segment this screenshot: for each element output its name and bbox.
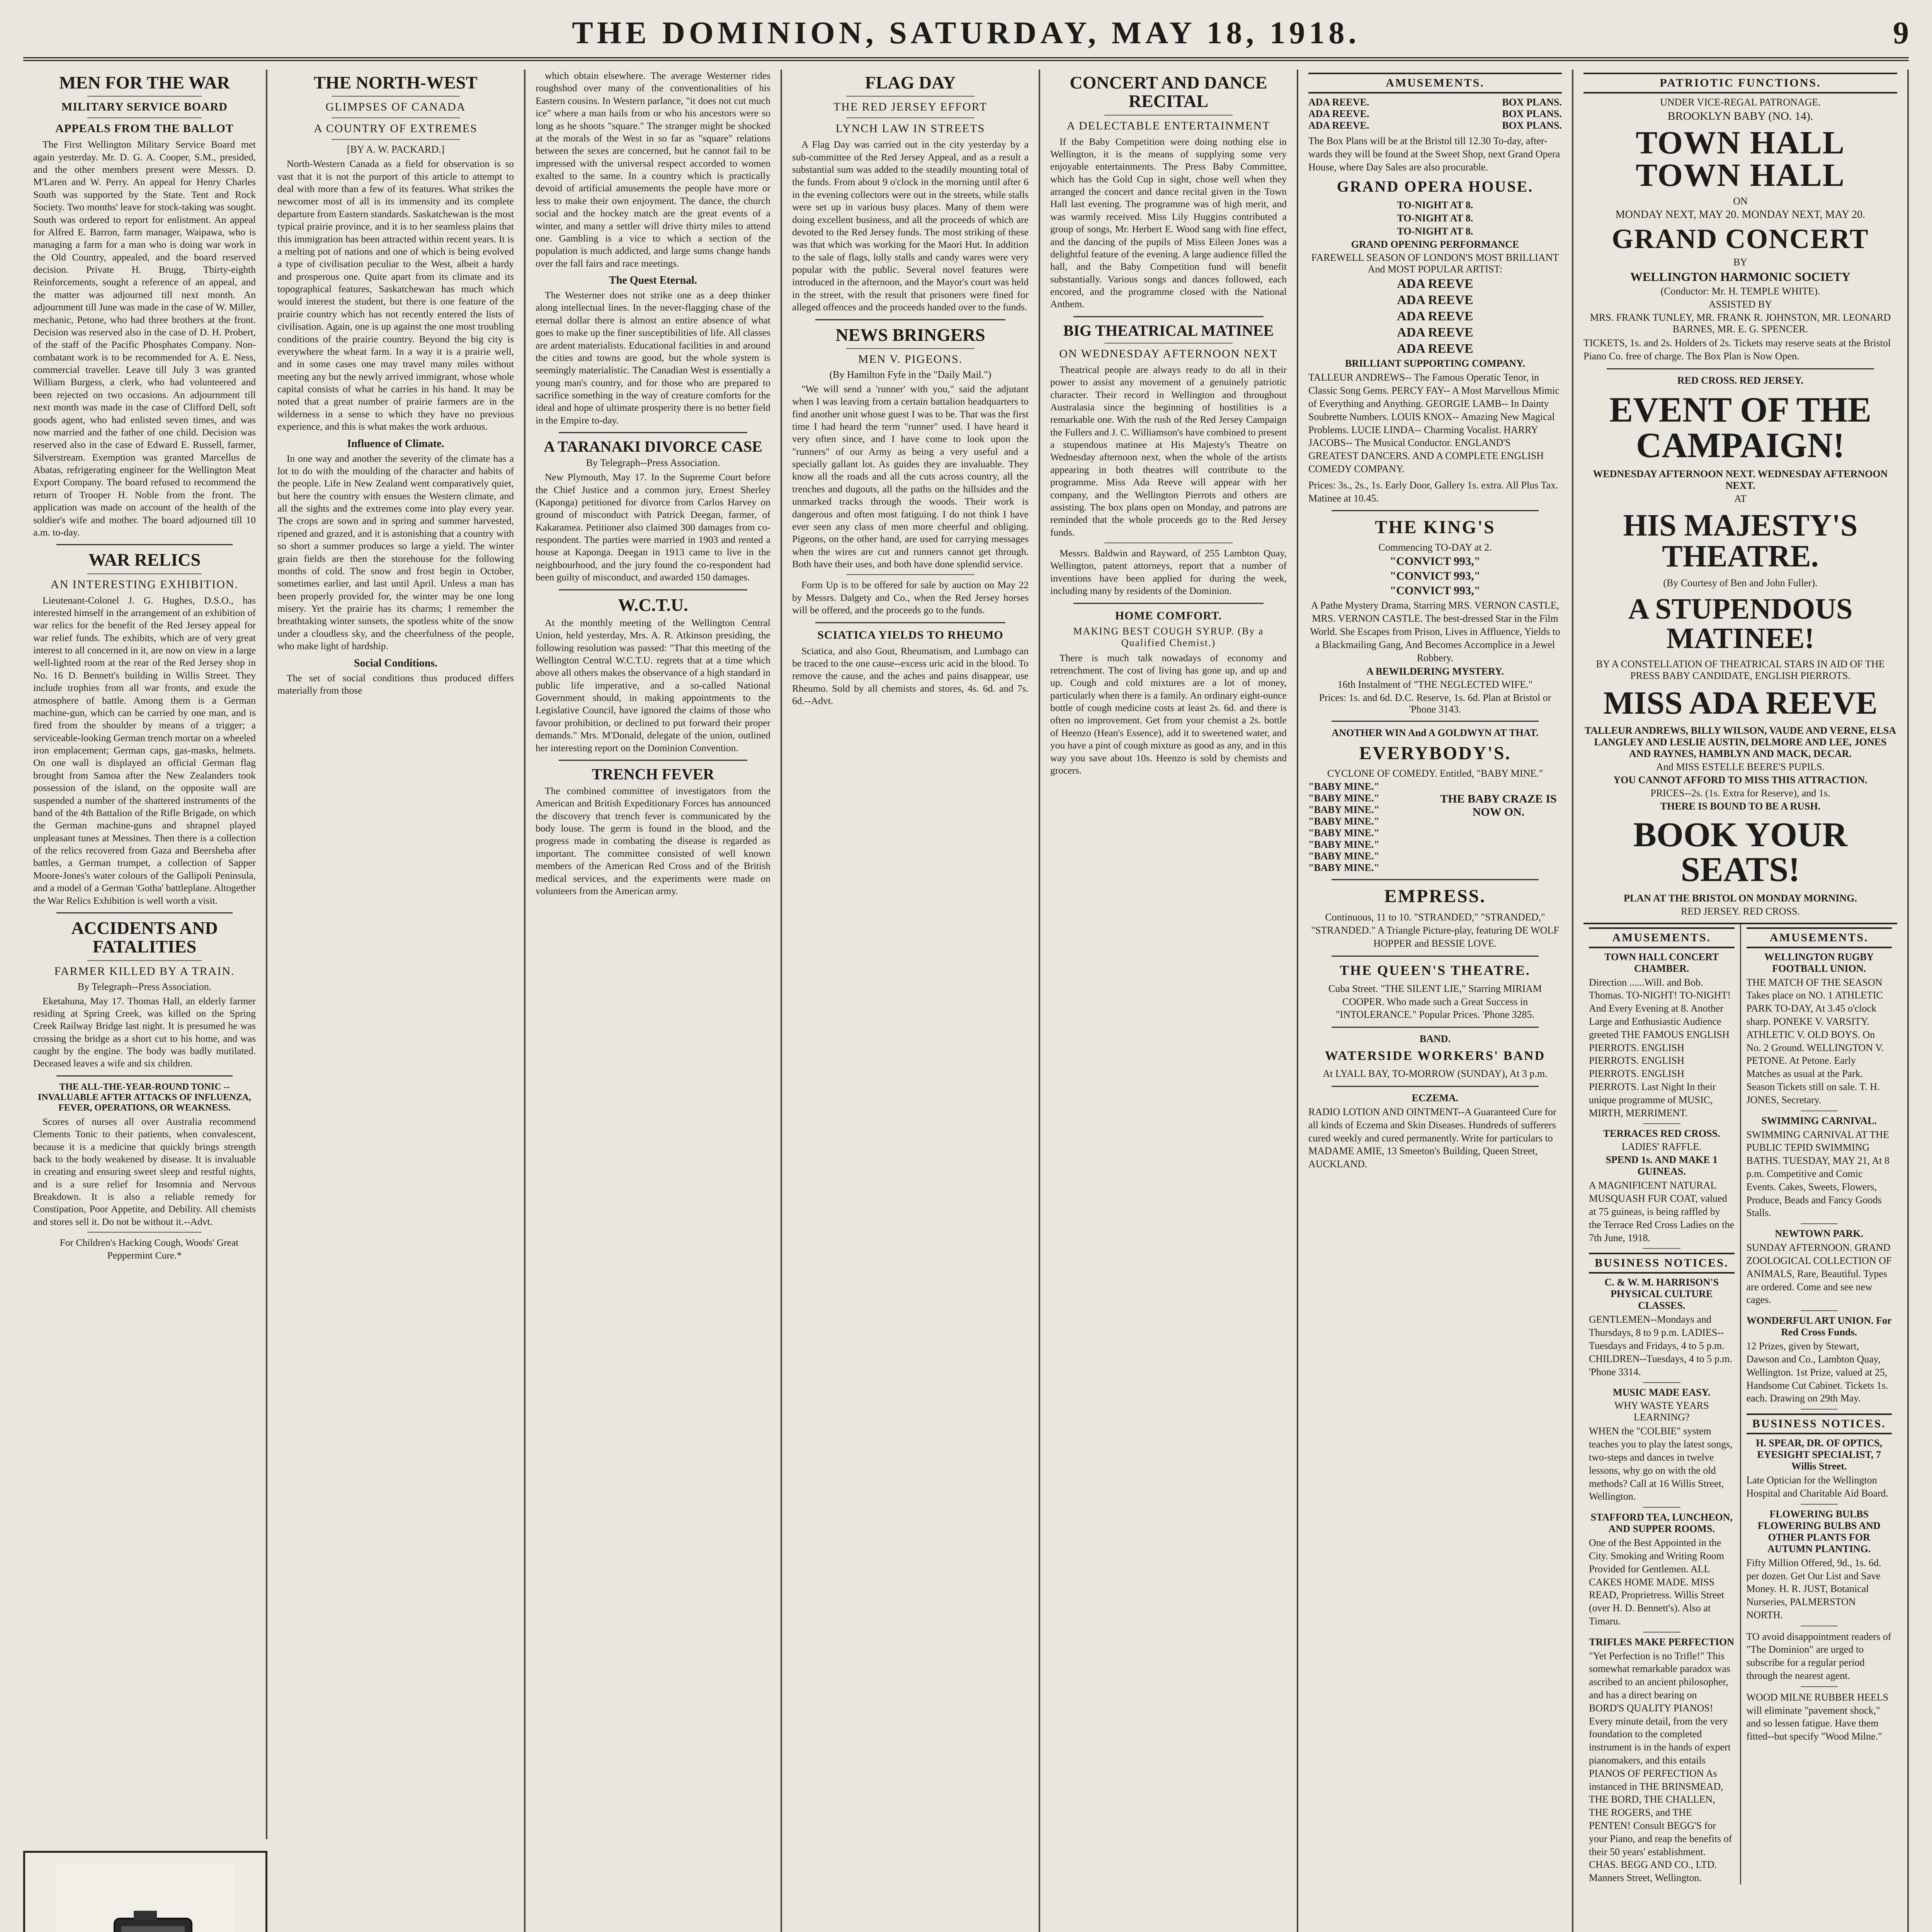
article-text: North-Western Canada as a field for observation is so vast that it is not the purport of this article to attempt to deal with more than a few of its features. What strikes the newcomer most of all is its immensity and its complete departure from Eastern standards. Saskatchewan is the most typical prairie province, and it is to her seamless plains that this immigration has been attracted within recent years. It is a melting pot of nations and one of which is being evolved a type of civilisation peculiar to the West, albeit a hardy and prosperous one. Quite apart from its climate and its topographical features, Saskatchewan has much which would interest the student, but there is one feature of the prairie country which has not recently entered the lists of civilisation. Again, one is up against the one most troubling conditions of the prairie country. Beyond the big city is everywhere the wheat farm. In a way it is a prairie well, and in some cases one may travel many miles without meeting any but the newly arrived immigrant, whose whole capital consists of what he carries in his hand. It may be noted that a great number of prairie farmers are in the wilderness in a sense to which they have no previous experience, and this is what makes the work arduous. — [277, 158, 514, 432]
box-plans-line: BOX PLANS. — [1502, 108, 1562, 119]
wctu-headline: W.C.T.U. — [618, 595, 688, 615]
men-for-the-war-headline: MEN FOR THE WAR — [59, 73, 230, 92]
divider — [559, 760, 747, 761]
military-service-subhead: MILITARY SERVICE BOARD — [61, 100, 228, 114]
convict-line: "CONVICT 993," — [1389, 584, 1481, 597]
divider — [1073, 316, 1264, 317]
supporting-company: BRILLIANT SUPPORTING COMPANY. — [1345, 358, 1525, 369]
wednesday-afternoon: WEDNESDAY AFTERNOON NEXT. WEDNESDAY AFTERNOON NEXT. — [1593, 468, 1888, 491]
convict-line: "CONVICT 993," — [1389, 570, 1481, 583]
article-text: In one way and another the severity of the climate has a lot to do with the moulding of the character and habits of the people. Life in New Zealand went comparatively quiet, but here the country with ensues the Western climate, and all the sights and the extremes come into play every year. The crops are sown and in spring and summer harvested, ripened and grazed, and it is astonishing that a country with so short a summer produces so large a yield. The winter grain fields are then the storehouse for the following months of cold. The snow and frost begin in October, sometimes earlier, and last until April. Unless a man has been properly provided for, the winter may be one long misery. Yet the prairie has its charms; I remember the breathtaking winter sunsets, the spotless white of the snow under a cloudless sky, and the cheerfulness of the people, who make light of hardship. — [277, 452, 514, 652]
baby-mine-line: "BABY MINE." — [1308, 850, 1379, 862]
grand-opera-house: GRAND OPERA HOUSE. — [1337, 178, 1534, 196]
baby-mine-line: "BABY MINE." — [1308, 781, 1379, 793]
divider — [332, 117, 460, 118]
article-text: Form Up is to be offered for sale by auction on May 22 by Messrs. Dalgety and Co., when the Red Jersey horses will be offered, and the proceeds go to the funds. — [792, 579, 1029, 616]
pierrots-text: Direction ......Will. and Bob. Thomas. TO-NIGHT! TO-NIGHT! And Every Evening at 8. Another Large and Enthusiastic Audience greeted THE FAMOUS ENGLISH PIERROTS. ENGLISH PIERROTS. ENGLISH PIERROTS. ENGLISH PIERROTS. Last Night In their unique programme of MUSIC, MIRTH, MERRIMENT. — [1589, 976, 1731, 1119]
ada-reeve-name: ADA REEVE — [1397, 325, 1473, 340]
concert-headline: CONCERT AND DANCE RECITAL — [1070, 73, 1267, 111]
ada-reeve-line: ADA REEVE. — [1308, 108, 1369, 119]
divider — [1104, 343, 1233, 344]
column-4 — [782, 70, 1040, 1932]
eczema-header: ECZEMA. — [1412, 1092, 1459, 1104]
byline: [BY A. W. PACKARD.] — [347, 144, 445, 155]
swimming-carnival: SWIMMING CARNIVAL. — [1761, 1115, 1877, 1126]
footer-redjersey: RED JERSEY. RED CROSS. — [1681, 905, 1800, 917]
swimming-text: SWIMMING CARNIVAL AT THE PUBLIC TEPID SWIMMING BATHS. TUESDAY, MAY 21, At 8 p.m. Competitive and Comic Events. Cakes, Sweets, Flowers, Produce, Beads and Fancy Goods Stalls. — [1746, 1129, 1889, 1219]
baby-mine-line: "BABY MINE." — [1308, 793, 1379, 804]
tonight-line: TO-NIGHT AT 8. — [1397, 213, 1473, 224]
divider — [1073, 603, 1264, 604]
ada-reeve-name: ADA REEVE — [1397, 277, 1473, 291]
byline: (By Hamilton Fyfe in the "Daily Mail.") — [829, 369, 992, 380]
divider — [1332, 721, 1539, 722]
box-plans-line: BOX PLANS. — [1502, 120, 1562, 131]
box-plans-line: BOX PLANS. — [1502, 97, 1562, 108]
byline: By Telegraph--Press Association. — [586, 457, 720, 469]
lynch-law-subhead: LYNCH LAW IN STREETS — [835, 122, 985, 135]
harrison-text: GENTLEMEN--Mondays and Thursdays, 8 to 9 p.m. LADIES--Tuesdays and Fridays, 4 to 5 p.m. CHILDREN--Tuesdays, 4 to 5 p.m. 'Phone 3314. — [1589, 1314, 1732, 1378]
delectable-subhead: A DELECTABLE ENTERTAINMENT — [1066, 119, 1270, 132]
farmer-killed-subhead: FARMER KILLED BY A TRAIN. — [54, 964, 235, 978]
ada-reeve-name: ADA REEVE — [1397, 309, 1473, 324]
empress-title: EMPRESS. — [1384, 886, 1486, 907]
kings-text: A Pathe Mystery Drama, Starring MRS. VERNON CASTLE, MRS. VERNON CASTLE. The best-dressed Star in the Film World. She Escapes from Prison, Lives in Affluence, Yields to a Blackmailing Gang, And Becomes Accomplice in a Jewel Robbery. — [1310, 600, 1560, 663]
divider — [332, 96, 460, 97]
town-hall-title: TOWN HALL TOWN HALL — [1636, 125, 1845, 193]
news-bringers-headline: NEWS BRINGERS — [835, 325, 985, 345]
matinee-prices: PRICES--2s. (1s. Extra for Reserve), and 1s. — [1650, 787, 1830, 799]
north-west-headline: THE NORTH-WEST — [314, 73, 478, 92]
baby-mine-line: "BABY MINE." — [1308, 816, 1379, 827]
wood-milne-ad: WOOD MILNE RUBBER HEELS will eliminate "pavement shock," and so lessen fatigue. Have them fitted--but specify "Wood Milne." — [1746, 1691, 1889, 1742]
divider — [1332, 510, 1539, 511]
kings-prices: Prices: 1s. and 6d. D.C. Reserve, 1s. 6d. Plan at Bristol or 'Phone 3143. — [1319, 692, 1551, 715]
canada-subhead: GLIMPSES OF CANADA — [325, 100, 466, 114]
concert-tickets: TICKETS, 1s. and 2s. Holders of 2s. Tickets may reserve seats at the Bristol Piano Co. free of charge. The Box Plan is Now Open. — [1583, 337, 1891, 362]
appeals-section: APPEALS FROM THE BALLOT — [55, 122, 234, 135]
ada-reeve-line: ADA REEVE. — [1308, 120, 1369, 131]
red-jersey-subhead: THE RED JERSEY EFFORT — [833, 100, 988, 114]
article-text: Theatrical people are always ready to do all in their power to assist any movement of a genuinely patriotic character. Their record in Wellington and throughout Australasia since the beginning of hostilities is a remarkable one. With the rush of the Red Jersey Campaign the Fullers and J. C. Williamson's have combined to present a stupendous matinee at His Majesty's Theatre on Wednesday afternoon next, when the whole of the artists appearing in both theatres will contribute to the programme. Miss Ada Reeve will appear with her company, and the Wellington Pierrots and others are assisting. The box plans open on Monday, and patrons are reminded that the whole proceeds go to the Red Jersey funds. — [1050, 364, 1287, 538]
spear-optics: H. SPEAR, DR. OF OPTICS, EYESIGHT SPECIALIST, 7 Willis Street. — [1756, 1437, 1883, 1472]
tonic-ad-text: Scores of nurses all over Australia recommend Clements Tonic to their patients, when convalescent, because it is a medicine that quickly brings strength back to the body weakened by disease. It is invaluable in creating and ensuring sweet sleep and restful nights, and is a sure relief for Insomnia and Nervous Breakdown. It is also a reliable remedy for Constipation, Poor Appetite, and Debility. All chemists and stores sell it. Do not be without it.--Advt. — [33, 1116, 256, 1227]
home-comfort-headline: HOME COMFORT. — [1115, 609, 1222, 622]
article-text: There is much talk nowadays of economy and retrenchment. The cost of living has gone up, and up and up. Cough and cold mixtures are a lot of money, particularly when there is a family. An ordinary eight-ounce bottle of cough medicine costs at least 2s. 6d. and there is often no improvement. Get from your chemist a 2s. bottle of Heenzo (Hean's Essence), add it to sweetened water, and you have a pint of cough mixture as good as any, and in this way you save about 10s. Heenzo is sold by chemists and grocers. — [1050, 652, 1287, 776]
article-text: New Plymouth, May 17. In the Supreme Court before the Chief Justice and a common jury, Ernest Sherley (Kaponga) petitioned for divorce from Carlos Harvey on ground of misconduct with Patrick Deegan, farmer, of Kakaramea. Petitioner also claimed 300 damages from co-respondent. The parties were married in 1903 and rented a house at Kaponga. Deegan in 1913 came to live in the neighbourhood, and the jury found the co-respondent had been guilty of misconduct, and awarded 150 damages. — [536, 471, 770, 583]
rugby-union: WELLINGTON RUGBY FOOTBALL UNION. — [1764, 951, 1874, 974]
fur-coat-raffle: A MAGNIFICENT NATURAL MUSQUASH FUR COAT, valued at 75 guineas, is being raffled by the Terrace Red Cross Ladies on the 7th June, 1918. — [1589, 1180, 1735, 1243]
kings-commencing: Commencing TO-DAY at 2. — [1378, 542, 1492, 553]
divider — [1332, 1027, 1539, 1028]
amusements-header: AMUSEMENTS. — [1308, 73, 1562, 94]
terraces-red-cross: TERRACES RED CROSS. — [1603, 1128, 1720, 1139]
divider — [559, 589, 747, 590]
accidents-headline: ACCIDENTS AND FATALITIES — [71, 918, 218, 957]
town-hall-chamber: TOWN HALL CONCERT CHAMBER. — [1604, 951, 1719, 974]
divider — [87, 960, 202, 961]
extremes-subhead: A COUNTRY OF EXTREMES — [314, 122, 478, 135]
divider — [815, 622, 1005, 623]
performer-names: MRS. FRANK TUNLEY, MR. FRANK R. JOHNSTON, MR. LEONARD BARNES, MR. E. G. SPENCER. — [1590, 312, 1891, 335]
baby-mine-line: "BABY MINE." — [1308, 804, 1379, 816]
article-text: A Flag Day was carried out in the city yesterday by a sub-committee of the Red Jersey Appeal, and as a result a substantial sum was added to the steadily mounting total of the funds. From about 9 o'clock in the morning until after 6 in the evening collectors were out in the streets, while stalls were set up in various busy places. Many of them were doing excellent business, and all the proceeds of which are devoted to the Red Jersey funds. The most striking of these was that which was working for the Maori Hut. In addition to the sale of flags, lolly stalls and candy wares were very popular with the public. Several novel features were introduced in the afternoon, and the Mayor's court was held in the street, with the result that prisoners were fined for alleged offences and the proceeds handed over to the funds. — [792, 139, 1029, 313]
divider — [1801, 1504, 1838, 1505]
cannot-afford: YOU CANNOT AFFORD TO MISS THIS ATTRACTION. — [1613, 774, 1867, 786]
matinee-stars: TALLEUR ANDREWS, BILLY WILSON, VAUDE AND VERNE, ELSA LANGLEY AND LESLIE AUSTIN, DELMORE AND LEE, JONES AND RAYNES, HAMBLYN AND MACK, DECAR. — [1584, 724, 1896, 759]
stafford-rooms: STAFFORD TEA, LUNCHEON, AND SUPPER ROOMS. — [1590, 1512, 1733, 1535]
divider — [846, 348, 975, 349]
masthead — [23, 11, 1909, 61]
divider — [1801, 1409, 1838, 1410]
divider — [1643, 1123, 1680, 1124]
divider — [56, 544, 233, 545]
ada-reeve-name: ADA REEVE — [1397, 293, 1473, 308]
bound-rush: THERE IS BOUND TO BE A RUSH. — [1660, 800, 1821, 812]
assisted-by: ASSISTED BY — [1709, 299, 1772, 310]
queens-title: THE QUEEN'S THEATRE. — [1340, 962, 1531, 978]
trifles-text: "Yet Perfection is no Trifle!" This somewhat remarkable paradox was ascribed to an ancient philosopher, and has a direct bearing on BORD'S QUALITY PIANOS! Every minute detail, from the very foundation to the completed instrument is in the hands of expert pianomakers, and this entails PIANOS OF PERFECTION As instanced in THE BRINSMEAD, THE BORD, THE CHALLEN, THE ROGERS, and THE PENTEN! Consult BEGG'S for your Piano, and reap the benefits of their 50 years' establishment. CHAS. BEGG AND CO., LTD. Manners Street, Wellington. — [1589, 1650, 1732, 1884]
ada-reeve-line: ADA REEVE. — [1308, 97, 1369, 108]
farewell-season: FAREWELL SEASON OF LONDON'S MOST BRILLIANT And MOST POPULAR ARTIST: — [1311, 252, 1559, 275]
article-text: The Westerner does not strike one as a deep thinker along intellectual lines. In the never-flagging chase of the eternal dollar there is almost an entire absence of what goes to make up the finer susceptibilities of life. All classes are ardent materialists. Educational facilities in and around the cities and towns are good, but the whole system is seemingly materialistic. The Canadian West is essentially a young man's country, and for those who are prepared to sacrifice something in the way of creature comforts for the ideal and hope of ultimate prosperity there is no better field in the Empire to-day. — [536, 289, 770, 426]
article-text: Sciatica, and also Gout, Rheumatism, and Lumbago can be traced to the one cause--excess uric acid in the blood. To remove the cause, and the aches and pains disappear, use Rheumo. Sold by all chemists and stores, 4s. 6d. and 7s. 6d.--Advt. — [792, 645, 1029, 707]
box-plans-text: The Box Plans will be at the Bristol till 12.30 To-day, after-wards they will be found at the Sweet Shop, next Grand Opera House, where Day Sales are also procurable. — [1308, 135, 1560, 173]
another-win: ANOTHER WIN And A GOLDWYN AT THAT. — [1332, 727, 1539, 739]
column-5 — [1040, 70, 1298, 1932]
divider — [87, 573, 202, 574]
divider — [1332, 1086, 1539, 1087]
ladies-raffle: LADIES' RAFFLE. — [1621, 1141, 1702, 1153]
article-text: At the monthly meeting of the Wellington Central Union, held yesterday, Mrs. A. R. Atkinson presiding, the following resolution was passed: "That this meeting of the Wellington Central W.C.T.U. regrets that at a time which above all others makes the observance of a high standard in public life imperative, and a so-called National Government should, in making appointments to the Legislative Council, have ignored the claims of those who favour prohibition, or declined to put forward their proper demands." Mrs. M'Donald, delegate of the union, outlined her interesting report on the Dominion Convention. — [536, 617, 770, 753]
patronage: UNDER VICE-REGAL PATRONAGE. — [1660, 97, 1821, 108]
article-text: Messrs. Baldwin and Rayward, of 255 Lambton Quay, Wellington, patent attorneys, report that a number of inventions have been applied for during the week, including many by residents of the Dominion. — [1050, 548, 1287, 597]
band-header: BAND. — [1419, 1033, 1451, 1045]
prices: Prices: 3s., 2s., 1s. Early Door, Gallery 1s. extra. All Plus Tax. Matinee at 10.45. — [1308, 479, 1558, 504]
trifles-perfection: TRIFLES MAKE PERFECTION — [1589, 1636, 1735, 1648]
divider — [1801, 1686, 1838, 1687]
bewildering: A BEWILDERING MYSTERY. — [1366, 666, 1504, 677]
waterside-band: WATERSIDE WORKERS' BAND — [1325, 1049, 1546, 1063]
opening-performance: GRAND OPENING PERFORMANCE — [1351, 239, 1519, 250]
trench-fever-headline: TRENCH FEVER — [592, 765, 714, 783]
exhibition-subhead: AN INTERESTING EXHIBITION. — [50, 578, 239, 591]
why-waste-years: WHY WASTE YEARS LEARNING? — [1614, 1400, 1709, 1423]
war-relics-headline: WAR RELICS — [88, 550, 201, 570]
divider — [1801, 1223, 1838, 1224]
on-label: ON — [1733, 196, 1748, 207]
business-notices-header-2: BUSINESS NOTICES. — [1747, 1413, 1892, 1434]
divider — [1332, 879, 1539, 880]
section-subhead: Social Conditions. — [354, 657, 438, 669]
column-7-patriotic — [1573, 70, 1909, 1932]
neglected-wife: 16th Instalment of "THE NEGLECTED WIFE." — [1337, 679, 1533, 690]
wednesday-subhead: ON WEDNESDAY AFTERNOON NEXT — [1059, 347, 1278, 360]
rugby-text: THE MATCH OF THE SEASON Takes place on NO. 1 ATHLETIC PARK TO-DAY, At 3.45 o'clock sharp. PONEKE V. VARSITY. ATHLETIC V. OLD BOYS. On No. 2 Ground. WELLINGTON V. PETONE. At Petone. Early Matches as usual at the Park. Season Tickets still on sale. T. H. JONES, Secretary. — [1746, 976, 1884, 1105]
divider — [1643, 1248, 1680, 1249]
divider — [1801, 1310, 1838, 1311]
queens-text: Cuba Street. "THE SILENT LIE," Starring MIRIAM COOPER. Who made such a Great Success in "INTOLERANCE." Popular Prices. 'Phone 3285. — [1328, 983, 1542, 1020]
concert-dates: MONDAY NEXT, MAY 20. MONDAY NEXT, MAY 20. — [1615, 209, 1866, 221]
his-majestys-theatre: HIS MAJESTY'S THEATRE. — [1623, 508, 1858, 573]
divider — [846, 117, 975, 118]
divider — [56, 912, 233, 913]
divider — [559, 432, 747, 433]
divider — [87, 117, 202, 118]
divorce-headline: A TARANAKI DIVORCE CASE — [544, 438, 762, 456]
sciatica-headline: SCIATICA YIELDS TO RHEUMO — [817, 628, 1003, 641]
by-label: BY — [1733, 257, 1748, 268]
divider — [332, 139, 460, 140]
harrison-classes: C. & W. M. HARRISON'S PHYSICAL CULTURE CLASSES. — [1604, 1277, 1719, 1311]
article-text: "We will send a 'runner' with you," said the adjutant when I was leaving from a certain battalion headquarters to find another unit whose guest I was to be. That was the first time I had heard the term "runner" used. I have heard it very often since, and I have come to look upon the "runners" of our Army as being a very useful and a specially gallant lot. As guides they are invaluable. They know all the roads and all the cuts across country, all the trenches and dugouts, all the paths on the hillsides and the unmarked tracks through the woods. Their work is dangerous and often most fatiguing. I do not think I have ever seen any class of men more cheerful and obliging. Pigeons, on the other hand, are used for carrying messages when the wires are cut and runners cannot get through. Both have their uses, and both have done splendid service. — [792, 383, 1029, 570]
divider — [1607, 368, 1874, 369]
divider — [1643, 1507, 1680, 1508]
book-your-seats: BOOK YOUR SEATS! — [1633, 815, 1848, 889]
column-1 — [23, 70, 267, 1839]
business-notices-header: BUSINESS NOTICES. — [1589, 1253, 1735, 1274]
colbie-text: WHEN the "COLBIE" system teaches you to play the latest songs, two-steps and dances in twelve lessons, why go on with the old methods? Call at 16 Willis Street, Wellington. — [1589, 1425, 1733, 1502]
convict-line: "CONVICT 993," — [1389, 555, 1481, 568]
harmonic-society: WELLINGTON HARMONIC SOCIETY — [1630, 270, 1851, 284]
tonight-line: TO-NIGHT AT 8. — [1397, 199, 1473, 211]
grand-concert-title: GRAND CONCERT — [1612, 223, 1869, 254]
flag-day-headline: FLAG DAY — [865, 73, 956, 92]
divider — [1104, 115, 1233, 116]
divider — [87, 96, 202, 97]
cough-syrup-subhead: MAKING BEST COUGH SYRUP. (By a Qualified Chemist.) — [1073, 625, 1264, 648]
column-6-amusements — [1298, 70, 1573, 1932]
baby-craze: THE BABY CRAZE IS NOW ON. — [1440, 793, 1557, 819]
music-made-easy: MUSIC MADE EASY. — [1612, 1387, 1711, 1398]
divider — [815, 319, 1005, 320]
event-of-campaign: EVENT OF THE CAMPAIGN! — [1609, 389, 1872, 465]
divider — [846, 96, 975, 97]
spear-text: Late Optician for the Wellington Hospital and Charitable Aid Board. — [1746, 1475, 1889, 1499]
pigeons-subhead: MEN V. PIGEONS. — [858, 352, 963, 366]
brooklyn-baby: BROOKLYN BABY (NO. 14). — [1667, 110, 1813, 122]
amusements-header: AMUSEMENTS. — [1589, 927, 1735, 948]
column-3 — [526, 70, 782, 1932]
cyclone-of-comedy: CYCLONE OF COMEDY. Entitled, "BABY MINE." — [1327, 768, 1543, 779]
baby-mine-line: "BABY MINE." — [1308, 827, 1379, 839]
kings-theatre-title: THE KING'S — [1375, 517, 1495, 538]
amusements-header-2: AMUSEMENTS. — [1747, 927, 1892, 948]
bristol-plan: PLAN AT THE BRISTOL ON MONDAY MORNING. — [1624, 892, 1857, 904]
hand-holding-camera-illustration — [56, 1864, 234, 1932]
article-text: which obtain elsewhere. The average Westerner rides roughshod over many of the conventionalities of his Eastern cousins. In Western parlance, "it does not cut much ice" where a man hails from or who his ancestors were so long as he shoots "square." The stranger might be shocked at the morals of the West in so far as "square" relations between the sexes are concerned, but he cannot fail to be impressed with the universal respect accorded to women exalted to the same. In a country which is practically devoid of artificial amusements the people have more or less to make their own enjoyment. The dance, the church social and the hockey match are the great events of a winter, and many a settler will drive thirty miles to attend one. Gambling is a vice to which a section of the population is much addicted, and large sums change hands over the fall fairs and race meetings. — [536, 70, 770, 269]
spend-guineas: SPEND 1s. AND MAKE 1 GUINEAS. — [1605, 1154, 1718, 1177]
column-2 — [267, 70, 526, 1932]
baby-mine-line: "BABY MINE." — [1308, 839, 1379, 850]
at-label: AT — [1734, 493, 1747, 504]
divider — [846, 574, 975, 575]
article-text: The combined committee of investigators from the American and British Expeditionary Forces has announced the discovery that trench fever is communicated by the body louse. The germ is found in the blood, and the progress made in combating the disease is regarded as important. The committee consisted of well known members of the American Red Cross and of the British medical services, and the experiments were made on volunteers from the American army. — [536, 785, 770, 896]
patriotic-header: PATRIOTIC FUNCTIONS. — [1583, 73, 1897, 94]
tonic-ad-title: THE ALL-THE-YEAR-ROUND TONIC --INVALUABLE AFTER ATTACKS OF INFLUENZA, FEVER, OPERATIONS, OR WEAKNESS. — [38, 1082, 251, 1113]
tonight-line: TO-NIGHT AT 8. — [1397, 226, 1473, 237]
article-text: If the Baby Competition were doing nothing else in Wellington, it is the means of supplying some very enjoyable entertainments. The Press Baby Committee, which has the Gold Cup in sight, chose well when they arranged the concert and dance recital given in the Town Hall last evening. The programme was of high merit, and was warmly received. Miss Lily Huggins contributed a group of songs, Mr. Herbert E. Wood sang with fine effect, and the dancing of the pupils of Miss Eileen Jones was a delightful feature of the evening. A large audience filled the hall, and the Baby Competition fund will benefit substantially. Various songs and dances followed, each encored, and the programme closed with the National Anthem. — [1050, 136, 1287, 310]
empress-text: Continuous, 11 to 10. "STRANDED," "STRANDED," "STRANDED." A Triangle Picture-play, featuring DE WOLF HOPPER and BESSIE LOVE. — [1311, 912, 1559, 949]
flowering-bulbs: FLOWERING BULBS FLOWERING BULBS AND OTHER PLANTS FOR AUTUMN PLANTING. — [1757, 1508, 1881, 1554]
newtown-park: NEWTOWN PARK. — [1775, 1228, 1864, 1240]
red-cross-jersey: RED CROSS. RED JERSEY. — [1677, 374, 1804, 386]
divider — [87, 1232, 202, 1233]
conductor: (Conductor: Mr. H. TEMPLE WHITE). — [1660, 286, 1820, 297]
flowering-text: Fifty Million Offered, 9d., 1s. 6d. per dozen. Get Our List and Save Money. H. R. JUST, Botanical Nurseries, PALMERSTON NORTH. — [1746, 1557, 1881, 1621]
article-text: Lieutenant-Colonel J. G. Hughes, D.S.O., has interested himself in the arrangement of an exhibition of war relics for the benefit of the Red Jersey appeal for war relief funds. The exhibits, which are of very great interest to all concerned in it, are now on view in a large well-lighted room at the rear of the Red Jersey shop in No. 16 D. Bennett's building in Willis Street. They include trophies from all war fronts, and exude the atmosphere of battle. Among them is a German machine-gun, which can be carried by one man, and is fired from the shoulder by means of a trigger; a serviceable-looking German trench mortar on a wheeled iron emplacement; German caps, gas-masks, helmets. On one wall is displayed an official German flag brought from Samoa after the New Zealanders took possession of the island, on the opposite wall are suspended a number of the shattered instruments of the band of the 4th Battalion of the Rifle Brigade, on which the German machine-guns and shrapnel played unpleasant tunes at Messines. Then there is a collection of the relics recovered from Gaza and Beersheba after battles, a German trumpet, a collection of Sapper Moore-Jones's water colours of the Gallipoli Peninsula, and a model of a German 'Gotha' battleplane. Altogether the War Relics Exhibition is well worth a visit. — [33, 594, 256, 906]
divider — [56, 1075, 233, 1077]
art-union: WONDERFUL ART UNION. For Red Cross Funds. — [1746, 1315, 1892, 1338]
subscription-notice: TO avoid disappointment readers of "The Dominion" are urged to subscribe for a regular period through the nearest agent. — [1746, 1631, 1891, 1682]
stafford-text: One of the Best Appointed in the City. Smoking and Writing Room Provided for Gentlemen. ALL CAKES HOME MADE. MISS READ, Proprietress. Willis Street (over H. D. Bennett's). Also at Timaru. — [1589, 1537, 1725, 1627]
article-text: The set of social conditions thus produced differs materially from those — [277, 672, 514, 696]
matinee-headline: BIG THEATRICAL MATINEE — [1063, 321, 1274, 339]
ada-reeve-name: ADA REEVE — [1397, 342, 1473, 356]
section-subhead: Influence of Climate. — [347, 437, 444, 450]
newtown-text: SUNDAY AFTERNOON. GRAND ZOOLOGICAL COLLECTION OF ANIMALS, Rare, Beautiful. Types are ordered. Come and see new cages. — [1746, 1242, 1892, 1306]
section-subhead: The Quest Eternal. — [609, 274, 697, 286]
everybodys-title: EVERYBODY'S. — [1359, 743, 1511, 764]
newspaper-title: THE DOMINION, SATURDAY, MAY 18, 1918. — [572, 15, 1360, 50]
estelle-beere: And MISS ESTELLE BEERE'S PUPILS. — [1656, 761, 1825, 772]
divider — [1643, 1632, 1680, 1633]
byline: By Telegraph--Press Association. — [77, 981, 212, 992]
divider — [1643, 1382, 1680, 1383]
peppermint-ad: For Children's Hacking Cough, Woods' Great Peppermint Cure.* — [60, 1237, 239, 1261]
courtesy: (By Courtesy of Ben and John Fuller). — [1663, 577, 1818, 588]
page-number: 9 — [1893, 15, 1909, 50]
premo-camera-ad — [23, 1851, 267, 1932]
article-text: Eketahuna, May 17. Thomas Hall, an elderly farmer residing at Spring Creek, was killed on the Spring Creek Railway Bridge last night. It is presumed he was crossing the bridge as a short cut to his home, and was caught by the engine. The body was badly mutilated. Deceased leaves a wife and six children. — [33, 995, 256, 1069]
band-text: At LYALL BAY, TO-MORROW (SUNDAY), At 3 p.m. — [1323, 1068, 1548, 1080]
article-text: The First Wellington Military Service Board met again yesterday. Mr. D. G. A. Cooper, S.M., presided, and the other members present were Messrs. D. M'Laren and W. Perry. An appeal for Henry Charles South was supported by the State. Tent and Rock Society. Two months' leave for stock-taking was sought. South was ordered to report for enlistment. An appeal for Alfred E. Barron, farm manager, Waipawa, who is managing a farm for a man who is doing war work in the Old Country, appealed, and the board reserved decision. Private H. Brugg, Thirty-eighth Reinforcements, sought a reference of an appeal, and the matter was adjourned till next month. An adjournment till June was made in the case of W. Miller, mechanic, Petone, who had three brothers at the front. Decision was reserved also in the case of D. H. Probert, of the staff of the Pacific Phosphates Company. Non-combatant work is to be recommended for A. E. Ness, commercial traveller. Leave till July 3 was granted William Burgess, a clerk, who had volunteered and been rejected on two occasions. An adjournment till next month was made in the case of Clifford Dell, soft goods agent, who had enlisted seven times, and was now married and the father of one child. Decision was reserved also in the case of Edward E. Russell, farmer, Silverstream. Exemption was granted Marcellus de Abatas, refrigerating engineer for the Wellington Meat Export Company. The board refused to recommend the return of Trooper H. Noble from the front. The application was made on account of the health of the soldier's wife and mother. The board adjourned till 10 a.m. to-day. — [33, 139, 256, 538]
baby-mine-line: "BABY MINE." — [1308, 862, 1379, 874]
eczema-text: RADIO LOTION AND OINTMENT--A Guaranteed Cure for all kinds of Eczema and Skin Diseases. Hundreds of sufferers cured weekly and cured permanently. Write for particulars to MADAME AMIE, 13 Smeeton's Building, Queen Street, AUCKLAND. — [1308, 1106, 1556, 1170]
cast-list: TALLEUR ANDREWS-- The Famous Operatic Tenor, in Classic Song Gems. PERCY FAY-- A Most Marvellous Mimic of Everything and Anything. GEORGIE LAMB-- In Dainty Soubrette Numbers. LOUIS KNOX-- Amazing New Magical Problems. LUCIE LINDA-- Charming Vocalist. HARRY JACOBS-- The Musical Conductor. ENGLAND'S GREATEST DANCERS. AND A COMPLETE ENGLISH COMEDY COMPANY. — [1308, 372, 1560, 474]
stupendous-matinee: A STUPENDOUS MATINEE! — [1628, 592, 1853, 655]
constellation: BY A CONSTELLATION OF THEATRICAL STARS IN AID OF THE PRESS BABY CANDIDATE, ENGLISH PIERROTS. — [1596, 658, 1885, 681]
art-union-text: 12 Prizes, given by Stewart, Dawson and Co., Lambton Quay, Wellington. 1st Prize, valued at 25, Handsome Cut Cabinet. Tickets 1s. each. Drawing on 29th May. — [1746, 1340, 1888, 1404]
miss-ada-reeve: MISS ADA REEVE — [1603, 685, 1878, 721]
divider — [1332, 956, 1539, 957]
